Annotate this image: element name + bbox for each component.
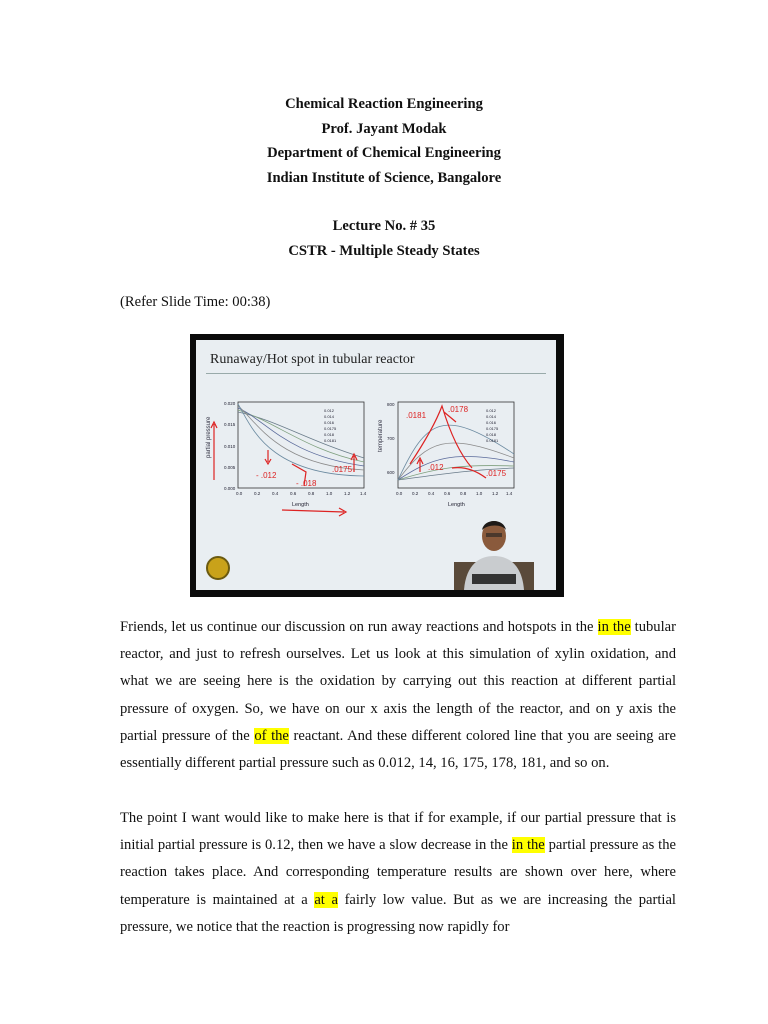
slide-screen	[196, 340, 556, 590]
right-legend-entry: 0.0181	[486, 438, 499, 443]
left-xtick: 0.0	[236, 491, 243, 496]
right-annotation: .0181	[406, 411, 427, 420]
right-legend-entry: 0.0175	[486, 426, 499, 431]
left-xtick: 1.0	[326, 491, 333, 496]
refer-slide-time: (Refer Slide Time: 00:38)	[120, 294, 271, 310]
paragraph-text: reactant. And these different colored line that you are seeing are essentially different partial pressure such as 0.012, 14, 16, 175, 178, 181, and so on.	[120, 727, 676, 772]
left-red-labels	[256, 465, 353, 488]
left-xlabel: Length	[292, 502, 309, 508]
highlighted-text: in the	[597, 619, 631, 635]
paragraph-text: Friends, let us continue our discussion on run away reactions and hotspots in the	[120, 619, 598, 635]
right-xtick: 0.4	[428, 491, 435, 496]
presenter-figure	[454, 500, 534, 590]
left-legend-entry: 0.018	[324, 432, 335, 437]
left-xtick: 0.6	[290, 491, 297, 496]
left-legend-entry: 0.014	[324, 414, 335, 419]
lecture-number: Lecture No. # 35	[332, 218, 436, 234]
right-annotation: .012	[428, 463, 444, 472]
left-plot	[206, 401, 367, 516]
left-xtick: 0.4	[272, 491, 279, 496]
right-xtick: 1.2	[492, 491, 499, 496]
right-xtick: 0.0	[396, 491, 403, 496]
right-xtick: 1.0	[476, 491, 483, 496]
left-xtick: 1.4	[360, 491, 367, 496]
highlighted-text: at a	[314, 891, 338, 908]
institute-name: Indian Institute of Science, Bangalore	[266, 169, 502, 186]
right-xtick: 0.2	[412, 491, 419, 496]
paragraph-text: The point I want would like to make here is that if for example, if our partial pressure that is initial partial pressure is 0.12, then we have a slow decrease in the	[120, 810, 676, 854]
right-xtick: 0.6	[444, 491, 451, 496]
paragraph-text: fairly low value. But as we are increasing the partial pressure, we notice that the reaction is progressing now rapidly for	[120, 891, 676, 935]
right-legend-entry: 0.014	[486, 414, 497, 419]
left-legend-entry: 0.0175	[324, 426, 337, 431]
left-legend-entry: 0.012	[324, 408, 335, 413]
department-name: Department of Chemical Engineering	[267, 145, 501, 161]
paragraph-text: tubular reactor, and just to refresh ourselves. Let us look at this simulation of xylin oxidation, and what we are seeing here is the oxidation by carrying out this reaction at different partial pressure of oxygen. So, we have on our x axis the length of the reactor, and on y axis the partial pressure of the	[120, 619, 676, 744]
right-annotation: .0178	[448, 405, 469, 414]
left-xtick: 0.8	[308, 491, 315, 496]
right-ytick: 800	[387, 402, 395, 407]
left-yticks	[224, 401, 236, 491]
highlighted-text: in the	[511, 837, 545, 854]
left-legend-entry: 0.0181	[324, 438, 337, 443]
course-title: Chemical Reaction Engineering	[285, 96, 483, 112]
lecture-header	[0, 92, 768, 263]
professor-name: Prof. Jayant Modak	[321, 120, 447, 137]
left-ytick: 0.010	[224, 444, 236, 449]
institute-logo-icon	[206, 556, 230, 580]
right-xlabel: Length	[448, 502, 465, 508]
slide-title: Runaway/Hot spot in tubular reactor	[210, 352, 415, 367]
left-ytick: 0.005	[224, 465, 236, 470]
lecture-slide-image	[190, 334, 564, 597]
right-legend-entry: 0.018	[486, 432, 497, 437]
right-ylabel: temperature	[378, 419, 384, 452]
left-xtick: 0.2	[254, 491, 261, 496]
left-ytick: 0.000	[224, 486, 236, 491]
right-ytick: 600	[387, 470, 395, 475]
right-xtick: 1.4	[506, 491, 513, 496]
right-xtick: 0.8	[460, 491, 467, 496]
left-legend	[324, 408, 337, 443]
right-legend-entry: 0.012	[486, 408, 497, 413]
lecture-topic: CSTR - Multiple Steady States	[288, 242, 480, 259]
left-ytick: 0.015	[224, 422, 236, 427]
left-annotation: - .012	[256, 471, 277, 480]
right-annotation: .0175	[486, 469, 507, 478]
left-legend-entry: 0.016	[324, 420, 335, 425]
right-legend-entry: 0.016	[486, 420, 497, 425]
right-xticks	[396, 491, 513, 496]
left-ytick: 0.020	[224, 401, 236, 406]
left-ylabel: partial pressure	[206, 416, 212, 458]
right-plot	[378, 402, 514, 508]
left-annotation: .0175	[332, 465, 353, 474]
left-xticks	[236, 491, 367, 496]
paragraph-2	[120, 805, 676, 941]
right-legend	[486, 408, 499, 443]
left-annotation: - .018	[296, 479, 317, 488]
paragraph-1	[120, 614, 676, 777]
highlighted-text: of the	[254, 727, 289, 744]
paragraph-text: partial pressure as the reaction takes place. And corresponding temperature results are shown over here, where temperature is maintained at a	[120, 837, 676, 908]
left-xtick: 1.2	[344, 491, 351, 496]
right-yticks	[387, 402, 395, 475]
right-ytick: 700	[387, 436, 395, 441]
